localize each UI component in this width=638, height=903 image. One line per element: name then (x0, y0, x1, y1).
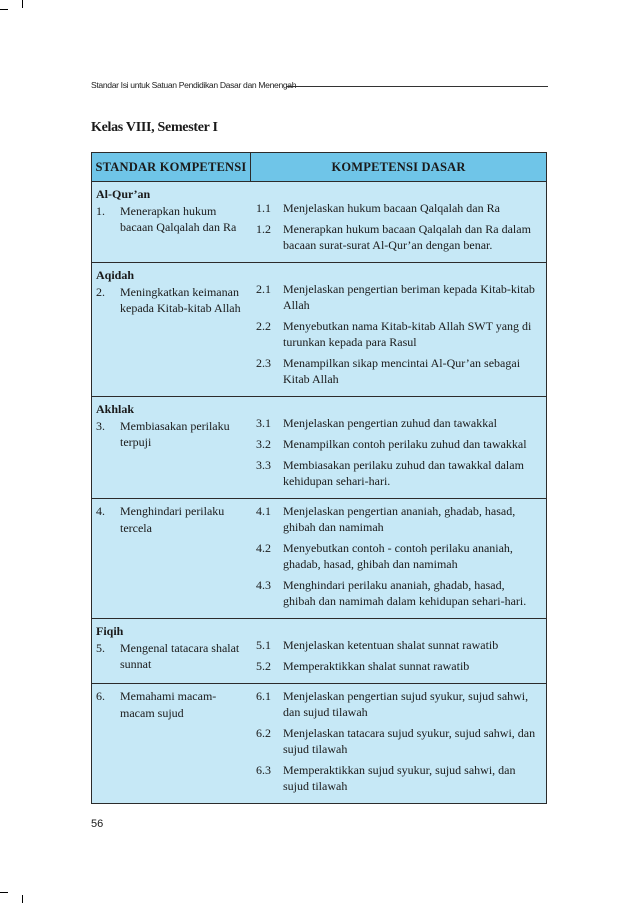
table-row (92, 684, 546, 803)
standar-kompetensi-cell (92, 182, 250, 262)
kd-number: 1.1 (256, 201, 271, 215)
col-header-standar-kompetensi: STANDAR KOMPETENSI (92, 153, 251, 181)
kd-text: Memperaktikkan shalat sunnat rawatib (283, 659, 470, 673)
kd-text: Menjelaskan ketentuan shalat sunnat rawatib (283, 638, 499, 652)
kd-number: 4.2 (256, 541, 271, 555)
sk-text: Memahami macam-macam sujud (120, 689, 217, 720)
kompetensi-dasar-item (256, 355, 540, 387)
sk-text: Meningkatkan keimanan kepada Kitab-kitab Allah (120, 284, 241, 315)
kd-number: 2.3 (256, 356, 271, 370)
kd-text: Menampilkan sikap mencintai Al-Qur’an sebagai Kitab Allah (283, 356, 521, 386)
kompetensi-dasar-item (256, 415, 540, 431)
kd-number: 3.3 (256, 458, 271, 472)
kompetensi-dasar-item (256, 436, 540, 452)
kompetensi-dasar-item (256, 688, 540, 720)
kompetensi-dasar-item (256, 318, 540, 350)
sk-text: Mengenal tatacara shalat sunnat (120, 640, 240, 671)
kd-text: Menjelaskan pengertian ananiah, ghadab, hasad, ghibah dan namimah (283, 504, 516, 534)
kd-text: Menjelaskan pengertian beriman kepada Kitab-kitab Allah (283, 282, 535, 312)
standar-kompetensi-cell (92, 263, 250, 396)
kd-number: 2.2 (256, 319, 271, 333)
col-header-kompetensi-dasar: KOMPETENSI DASAR (331, 159, 466, 174)
table-row (92, 182, 546, 263)
standar-kompetensi-cell (92, 499, 250, 618)
table-body (92, 182, 546, 803)
kd-text: Menghindari perilaku ananiah, ghadab, hasad, ghibah dan namimah dalam kehidupan sehari-hari. (283, 578, 527, 608)
kd-number: 5.2 (256, 659, 271, 673)
kompetensi-dasar-cell (250, 397, 546, 498)
crop-mark-bl-h (0, 892, 8, 893)
sk-text: Menghindari perilaku tercela (120, 504, 225, 535)
kompetensi-dasar-cell (250, 182, 546, 262)
kd-number: 6.2 (256, 726, 271, 740)
kd-number: 2.1 (256, 282, 271, 296)
sk-number: 6. (96, 689, 105, 703)
kd-text: Memperaktikkan sujud syukur, sujud sahwi, dan sujud tilawah (283, 763, 516, 793)
competency-table (91, 152, 547, 804)
standar-kompetensi-item (96, 503, 246, 536)
group-title: Akhlak (96, 402, 135, 416)
kompetensi-dasar-cell (250, 499, 546, 618)
kd-text: Menyebutkan contoh - contoh perilaku ananiah, ghadab, hasad, ghibah dan namimah (283, 541, 513, 571)
sk-number: 3. (96, 418, 105, 433)
page-title: Kelas VIII, Semester I (91, 120, 218, 135)
table-row (92, 619, 546, 684)
kompetensi-dasar-item (256, 540, 540, 572)
kompetensi-dasar-item (256, 281, 540, 313)
sk-number: 5. (96, 640, 105, 655)
kd-text: Menjelaskan hukum bacaan Qalqalah dan Ra (283, 201, 500, 215)
sk-text: Menerapkan hukum bacaan Qalqalah dan Ra (120, 203, 237, 234)
kompetensi-dasar-item (256, 725, 540, 757)
kompetensi-dasar-item (256, 762, 540, 794)
kd-number: 4.3 (256, 578, 271, 592)
kompetensi-dasar-cell (250, 684, 546, 803)
kd-text: Menampilkan contoh perilaku zuhud dan tawakkal (283, 437, 527, 451)
crop-mark-tl-h (0, 9, 8, 10)
kd-number: 6.1 (256, 689, 271, 703)
running-header (91, 80, 548, 94)
group-title: Fiqih (96, 624, 124, 638)
sk-number: 1. (96, 203, 105, 218)
kompetensi-dasar-item (256, 503, 540, 535)
table-row (92, 263, 546, 397)
sk-number: 4. (96, 504, 105, 518)
kompetensi-dasar-item (256, 457, 540, 489)
table-row (92, 499, 546, 619)
group-title: Aqidah (96, 268, 135, 282)
kd-number: 5.1 (256, 638, 271, 652)
kd-number: 6.3 (256, 763, 271, 777)
standar-kompetensi-item (96, 284, 246, 317)
kompetensi-dasar-cell (250, 263, 546, 396)
table-row (92, 397, 546, 499)
kompetensi-dasar-item (256, 200, 540, 216)
running-header-title: Standar Isi untuk Satuan Pendidikan Dasar dan Menengah (91, 80, 297, 90)
kd-text: Menyebutkan nama Kitab-kitab Allah SWT yang di turunkan kepada para Rasul (283, 319, 532, 349)
kd-text: Menerapkan hukum bacaan Qalqalah dan Ra dalam bacaan surat-surat Al-Qur’an dengan benar. (283, 222, 531, 252)
kompetensi-dasar-item (256, 658, 540, 674)
crop-mark-bl-v (22, 895, 23, 903)
kd-number: 1.2 (256, 222, 271, 236)
standar-kompetensi-cell (92, 684, 250, 803)
group-title: Al-Qur’an (96, 187, 151, 201)
sk-text: Membiasakan perilaku terpuji (120, 418, 230, 449)
standar-kompetensi-cell (92, 397, 250, 498)
kompetensi-dasar-item (256, 637, 540, 653)
kompetensi-dasar-item (256, 221, 540, 253)
kompetensi-dasar-item (256, 577, 540, 609)
kompetensi-dasar-cell (250, 619, 546, 683)
standar-kompetensi-item (96, 418, 246, 451)
header-rule (286, 86, 548, 87)
kd-text: Menjelaskan pengertian zuhud dan tawakkal (283, 416, 497, 430)
kd-text: Membiasakan perilaku zuhud dan tawakkal dalam kehidupan sehari-hari. (283, 458, 524, 488)
crop-mark-tl-v (22, 0, 23, 8)
standar-kompetensi-cell (92, 619, 250, 683)
sk-number: 2. (96, 284, 105, 299)
standar-kompetensi-item (96, 688, 246, 721)
kd-text: Menjelaskan pengertian sujud syukur, sujud sahwi, dan sujud tilawah (283, 689, 529, 719)
standar-kompetensi-item (96, 203, 246, 236)
kd-text: Menjelaskan tatacara sujud syukur, sujud sahwi, dan sujud tilawah (283, 726, 536, 756)
kd-number: 3.1 (256, 416, 271, 430)
standar-kompetensi-item (96, 640, 246, 673)
table-header (92, 153, 546, 182)
kd-number: 4.1 (256, 504, 271, 518)
page-number: 56 (91, 818, 104, 830)
kd-number: 3.2 (256, 437, 271, 451)
